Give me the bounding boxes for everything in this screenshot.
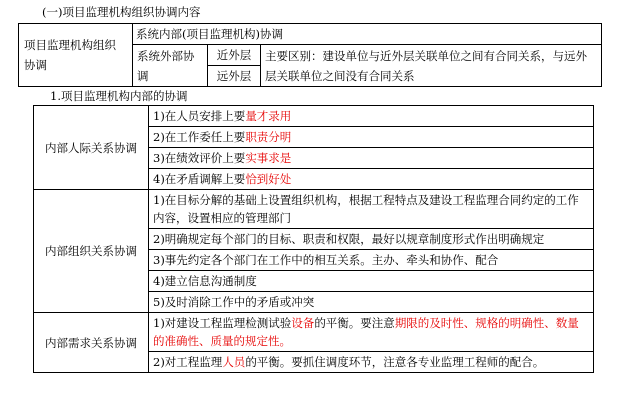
layer-difference-description: 主要区别：建设单位与近外层关联单位之间有合同关系，与远外层关联单位之间没有合同关系 bbox=[261, 45, 602, 87]
list-item: 1)在人员安排上要量才录用 bbox=[149, 106, 594, 127]
section-heading: (一)项目监理机构组织协调内容 bbox=[42, 5, 201, 19]
coordination-overview-table bbox=[18, 23, 602, 87]
list-item: 4)建立信息沟通制度 bbox=[149, 271, 594, 292]
external-coordination-label: 系统外部协调 bbox=[133, 45, 208, 87]
internal-coordination-table bbox=[33, 105, 594, 373]
list-item: 5)及时消除工作中的矛盾或冲突 bbox=[149, 292, 594, 313]
table-row bbox=[34, 190, 594, 229]
near-layer-cell: 近外层 bbox=[208, 45, 261, 66]
subheading: 1.项目监理机构内部的协调 bbox=[50, 89, 188, 103]
list-item: 1)对建设工程监理检测试验设备的平衡。要注意期限的及时性、规格的明确性、数量的准确性、质量的规定性。 bbox=[149, 313, 594, 352]
far-layer-cell: 远外层 bbox=[208, 66, 261, 87]
list-item: 2)在工作委任上要职责分明 bbox=[149, 127, 594, 148]
list-item: 2)明确规定每个部门的目标、职责和权限，最好以规章制度形式作出明确规定 bbox=[149, 229, 594, 250]
list-item: 3)在绩效评价上要实事求是 bbox=[149, 148, 594, 169]
category-cell: 内部组织关系协调 bbox=[34, 190, 149, 313]
list-item: 3)事先约定各个部门在工作中的相互关系。主办、牵头和协作、配合 bbox=[149, 250, 594, 271]
table-row bbox=[34, 313, 594, 352]
category-cell: 内部需求关系协调 bbox=[34, 313, 149, 373]
category-cell: 内部人际关系协调 bbox=[34, 106, 149, 190]
table1-row-label: 项目监理机构组织协调 bbox=[19, 24, 133, 87]
list-item: 4)在矛盾调解上要恰到好处 bbox=[149, 169, 594, 190]
list-item: 2)对工程监理人员的平衡。要抓住调度环节，注意各专业监理工程师的配合。 bbox=[149, 352, 594, 373]
list-item: 1)在目标分解的基础上设置组织机构，根据工程特点及建设工程监理合同约定的工作内容，设置相应的管理部门 bbox=[149, 190, 594, 229]
internal-coordination-cell: 系统内部(项目监理机构)协调 bbox=[133, 24, 602, 45]
table-row bbox=[34, 106, 594, 127]
